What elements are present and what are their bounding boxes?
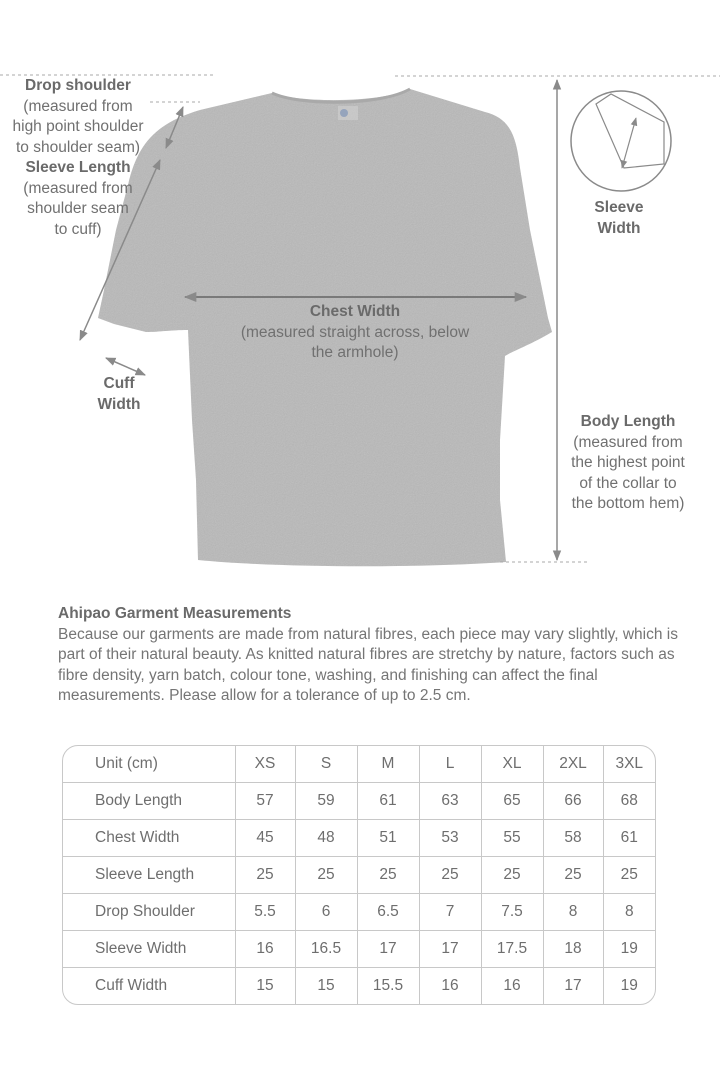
table-cell: 55 <box>481 819 543 856</box>
table-cell: 25 <box>235 856 295 893</box>
table-cell: 16 <box>481 968 543 1004</box>
table-cell: 17 <box>419 931 481 968</box>
table-cell: 19 <box>603 931 655 968</box>
table-cell: 16 <box>235 931 295 968</box>
chest-width-line: (measured straight across, below <box>240 323 470 341</box>
row-label: Chest Width <box>63 819 235 856</box>
table-cell: 15 <box>295 968 357 1004</box>
table-cell: 5.5 <box>235 894 295 931</box>
table-row <box>63 819 655 856</box>
table-cell: 51 <box>357 819 419 856</box>
sleeve-width-label <box>584 198 654 239</box>
table-cell: 16 <box>419 968 481 1004</box>
table-row <box>63 894 655 931</box>
table-cell: 58 <box>543 819 603 856</box>
table-cell: 66 <box>543 782 603 819</box>
table-cell: 57 <box>235 782 295 819</box>
sleeve-width-inset <box>571 91 671 191</box>
table-header-cell: S <box>295 746 357 782</box>
sleeve-width-title: Sleeve <box>594 199 644 216</box>
drop-shoulder-label <box>0 76 156 158</box>
table-header-cell: 3XL <box>603 746 655 782</box>
drop-shoulder-line: (measured from <box>23 97 133 115</box>
table-cell: 25 <box>603 856 655 893</box>
table-cell: 19 <box>620 977 638 995</box>
chest-width-title: Chest Width <box>309 303 401 320</box>
table-cell: 16.5 <box>295 931 357 968</box>
drop-shoulder-line: high point shoulder <box>12 118 144 135</box>
table-cell: 25 <box>357 856 419 893</box>
table-header-cell: Unit (cm) <box>63 746 235 782</box>
table-row <box>63 931 655 968</box>
table-cell: 53 <box>419 819 481 856</box>
table-cell: 15.5 <box>357 968 419 1004</box>
table-row <box>63 968 655 1004</box>
table-cell: 68 <box>603 782 655 819</box>
chest-width-line: the armhole) <box>311 344 399 361</box>
row-label: Sleeve Width <box>63 931 235 968</box>
sleeve-length-title: Sleeve Length <box>25 159 131 176</box>
sleeve-width-title: Width <box>597 219 641 237</box>
body-length-label <box>562 412 694 515</box>
body-length-line: (measured from <box>573 433 683 451</box>
body-length-line: of the collar to <box>579 474 677 492</box>
table-cell: 25 <box>295 856 357 893</box>
table-header-cell: XL <box>481 746 543 782</box>
intro-heading: Ahipao Garment Measurements <box>58 605 292 622</box>
chest-width-label <box>220 302 490 364</box>
table-cell: 25 <box>419 856 481 893</box>
drop-shoulder-line: to shoulder seam) <box>15 138 141 156</box>
table-header-cell: L <box>419 746 481 782</box>
table-cell: 17 <box>357 931 419 968</box>
table-cell: 6 <box>295 894 357 931</box>
measurement-intro <box>58 604 698 707</box>
table-cell: 61 <box>357 782 419 819</box>
row-label: Cuff Width <box>63 968 235 1004</box>
table-row <box>63 782 655 819</box>
table-header-cell: XS <box>235 746 295 782</box>
row-label: Body Length <box>63 782 235 819</box>
table-header-row <box>63 746 655 782</box>
table-cell: 7 <box>419 894 481 931</box>
row-label: Drop Shoulder <box>63 894 235 931</box>
care-label <box>338 106 358 120</box>
table-header-cell: M <box>357 746 419 782</box>
table-header-cell: 2XL <box>543 746 603 782</box>
cuff-width-title: Width <box>97 395 141 413</box>
body-length-line: the bottom hem) <box>571 495 685 512</box>
cuff-width-arrow <box>106 358 145 375</box>
size-table <box>62 745 656 1005</box>
table-cell: 8 <box>543 894 603 931</box>
table-cell: 63 <box>419 782 481 819</box>
sleeve-length-line: (measured from <box>23 179 133 197</box>
body-length-title: Body Length <box>580 413 676 430</box>
table-cell: 15 <box>235 968 295 1004</box>
table-cell: 18 <box>543 931 603 968</box>
table-cell: 8 <box>603 894 655 931</box>
table-cell: 6.5 <box>357 894 419 931</box>
drop-shoulder-title: Drop shoulder <box>25 77 131 94</box>
table-cell: 48 <box>295 819 357 856</box>
table-cell: 65 <box>481 782 543 819</box>
table-cell: 61 <box>603 819 655 856</box>
table-cell: 17.5 <box>481 931 543 968</box>
intro-body: Because our garments are made from natural fibres, each piece may vary slightly, which is part of their natural beauty. As knitted natural fibres are stretchy by nature, factors such as fibre density, yarn batch, colour tone, washing, and finishing can affect the final measurements. Please allow for a tolerance of up to 2.5 cm. <box>58 625 678 704</box>
sleeve-length-line: to cuff) <box>54 220 102 238</box>
cuff-width-title: Cuff <box>103 375 135 392</box>
cuff-width-label <box>84 374 154 415</box>
sleeve-length-line: shoulder seam <box>27 200 129 217</box>
table-cell: 25 <box>481 856 543 893</box>
table-cell: 17 <box>543 968 603 1004</box>
body-length-line: the highest point <box>571 454 685 471</box>
table-cell: 59 <box>295 782 357 819</box>
sleeve-length-label <box>4 158 152 240</box>
row-label: Sleeve Length <box>63 856 235 893</box>
table-cell: 25 <box>543 856 603 893</box>
table-row <box>63 856 655 893</box>
table-cell: 7.5 <box>481 894 543 931</box>
table-cell: 45 <box>235 819 295 856</box>
